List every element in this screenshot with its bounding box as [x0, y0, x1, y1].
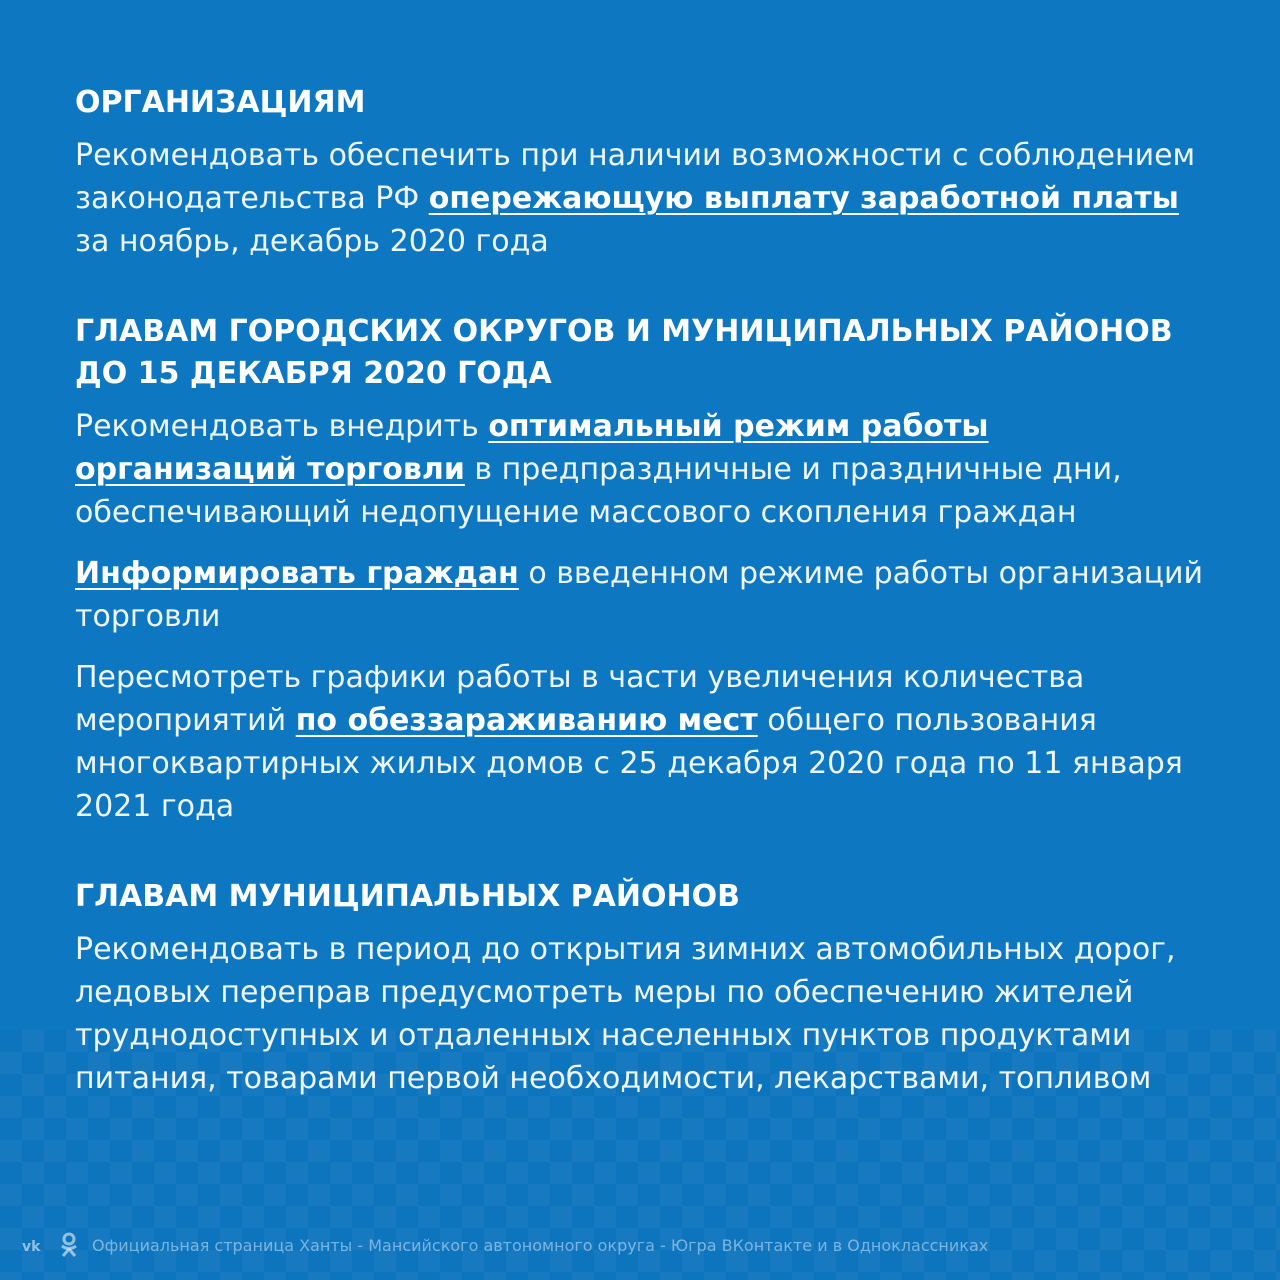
inform-citizens-paragraph: [75, 552, 1210, 638]
main-content: [75, 82, 1210, 1100]
text-span: Рекомендовать обеспечить при наличии возможности с соблюдением законодательства РФ: [75, 138, 1196, 216]
text-span: за ноябрь, декабрь 2020 года: [75, 224, 549, 259]
section-heading-district-heads: ГЛАВАМ МУНИЦИПАЛЬНЫХ РАЙОНОВ: [75, 879, 740, 914]
highlight-text: оптимальный режим работы организаций торговли: [75, 409, 989, 487]
text-span: о введенном режиме работы организаций торговли: [75, 556, 1204, 634]
heading-line: ГЛАВАМ ГОРОДСКИХ ОКРУГОВ И МУНИЦИПАЛЬНЫХ РАЙОНОВ: [75, 314, 1173, 349]
ok-icon[interactable]: [56, 1232, 82, 1258]
text-span: общего пользования многоквартирных жилых домов с 25 декабря 2020 года по 11 января 2021 года: [75, 703, 1183, 824]
remote-supply-paragraph: Рекомендовать в период до открытия зимних автомобильных дорог, ледовых переправ предусмотреть меры по обеспечению жителей труднодоступных и отдаленных населенных пунктов продуктами питания, товарами первой необходимости, лекарствами, топливом: [75, 932, 1176, 1096]
footer: [20, 1230, 988, 1260]
text-span: Пересмотреть графики работы в части увеличения количества мероприятий: [75, 660, 1085, 738]
ok-icon-graphic: [59, 1232, 79, 1258]
trade-mode-paragraph: [75, 405, 1210, 534]
heading-line-date: ДО 15 ДЕКАБРЯ 2020 ГОДА: [75, 356, 552, 391]
vk-icon-text: vk: [22, 1239, 41, 1253]
vk-icon[interactable]: [20, 1232, 46, 1258]
organizations-paragraph: [75, 134, 1210, 263]
disinfection-paragraph: [75, 656, 1210, 828]
highlight-text: опережающую выплату заработной платы: [428, 181, 1179, 216]
highlight-text: Информировать граждан: [75, 556, 519, 591]
text-span: Рекомендовать внедрить: [75, 409, 489, 444]
section-heading-city-heads: [75, 311, 1210, 395]
text-span: в предпраздничные и праздничные дни, обеспечивающий недопущение массового скопления граждан: [75, 452, 1122, 530]
vk-icon-graphic: [21, 1237, 45, 1253]
highlight-text: по обеззараживанию мест: [295, 703, 758, 738]
footer-text: Официальная страница Ханты - Мансийского автономного округа - Югра ВКонтакте и в Одноклассниках: [92, 1235, 989, 1255]
section-heading-organizations: ОРГАНИЗАЦИЯМ: [75, 85, 366, 120]
